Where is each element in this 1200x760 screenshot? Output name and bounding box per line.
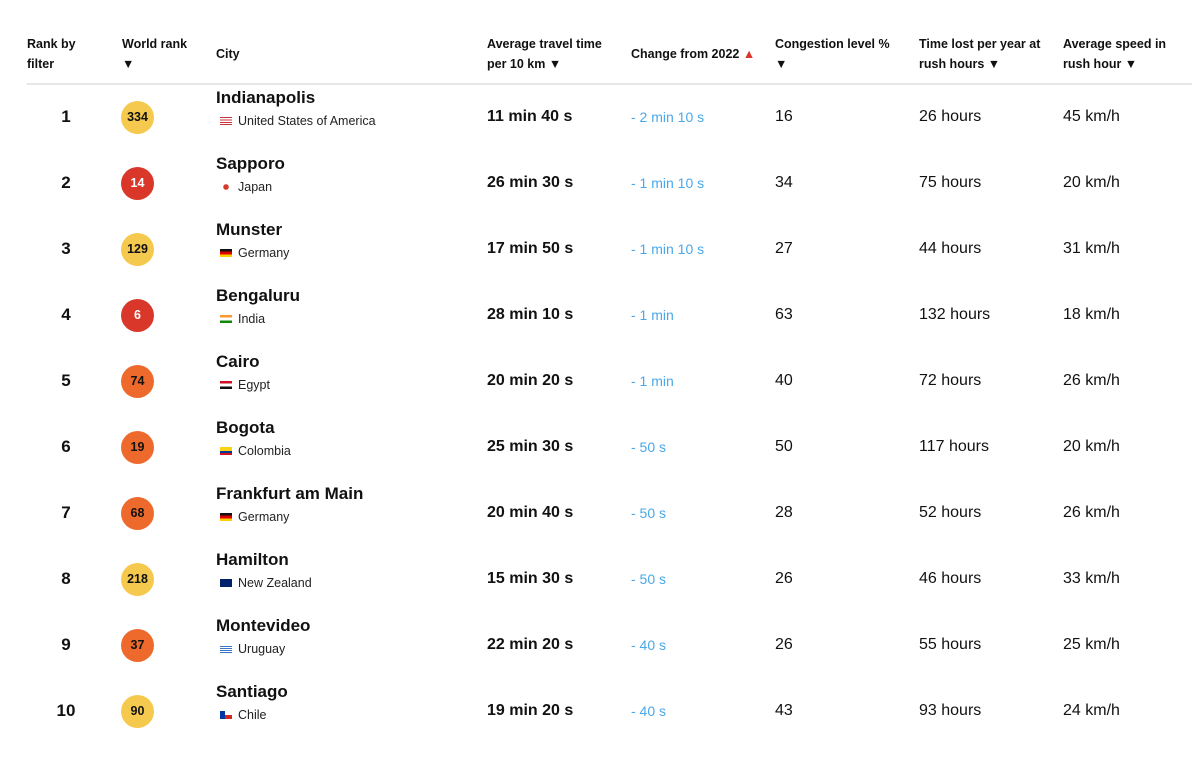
travel-time: 11 min 40 s — [487, 108, 573, 125]
time-lost: 46 hours — [919, 570, 982, 587]
world-rank-badge: 6 — [121, 299, 154, 332]
change-from-2022: - 1 min 10 s — [631, 175, 705, 191]
travel-time: 28 min 10 s — [487, 306, 574, 323]
uruguay-flag-icon — [220, 645, 232, 653]
header-city[interactable]: City — [216, 47, 240, 61]
average-speed: 45 km/h — [1063, 108, 1120, 125]
header-text: Average travel time — [487, 37, 602, 51]
change-from-2022: - 50 s — [631, 505, 667, 521]
country — [220, 180, 272, 194]
rank-by-filter: 5 — [61, 371, 71, 390]
time-lost: 93 hours — [919, 702, 982, 719]
header-speed[interactable] — [1063, 34, 1166, 74]
table-row[interactable] — [0, 286, 1200, 364]
city-name[interactable]: Sapporo — [216, 154, 285, 173]
table-row[interactable] — [0, 550, 1200, 628]
japan-flag-icon — [220, 183, 232, 191]
table-row[interactable] — [0, 220, 1200, 298]
change-from-2022: - 2 min 10 s — [631, 109, 705, 125]
country — [220, 312, 265, 326]
table-row[interactable] — [0, 352, 1200, 430]
header-travel-time[interactable] — [487, 34, 602, 74]
header-rank-by-filter[interactable] — [27, 34, 76, 74]
india-flag-icon — [220, 315, 232, 323]
country — [220, 114, 376, 128]
travel-time: 20 min 20 s — [487, 372, 574, 389]
time-lost: 52 hours — [919, 504, 982, 521]
table-header — [0, 34, 1200, 84]
change-from-2022: - 50 s — [631, 439, 667, 455]
travel-time: 22 min 20 s — [487, 636, 574, 653]
country — [220, 576, 312, 590]
rank-by-filter: 2 — [61, 173, 71, 192]
city-name[interactable]: Indianapolis — [216, 88, 316, 107]
average-speed: 18 km/h — [1063, 306, 1120, 323]
time-lost: 117 hours — [919, 438, 989, 455]
country — [220, 444, 291, 458]
city-name[interactable]: Cairo — [216, 352, 260, 371]
table-row[interactable] — [0, 88, 1200, 166]
world-rank-badge: 37 — [121, 629, 154, 662]
germany-flag-icon — [220, 513, 232, 521]
header-text: filter — [27, 57, 55, 71]
country — [220, 246, 289, 260]
average-speed: 20 km/h — [1063, 438, 1120, 455]
change-from-2022: - 1 min — [631, 373, 674, 389]
header-text: Rank by — [27, 37, 76, 51]
change-from-2022: - 40 s — [631, 703, 667, 719]
city-name[interactable]: Montevideo — [216, 616, 311, 635]
world-rank-badge: 334 — [121, 101, 154, 134]
city-name[interactable]: Munster — [216, 220, 283, 239]
table-row[interactable] — [0, 682, 1200, 760]
city-name[interactable]: Frankfurt am Main — [216, 484, 364, 503]
congestion-level: 26 — [775, 570, 793, 587]
colombia-flag-icon — [220, 447, 232, 455]
rank-by-filter: 6 — [61, 437, 71, 456]
world-rank-badge: 14 — [121, 167, 154, 200]
world-rank-badge: 90 — [121, 695, 154, 728]
header-world-rank[interactable] — [122, 34, 187, 74]
rank-by-filter: 1 — [61, 107, 71, 126]
time-lost: 72 hours — [919, 372, 982, 389]
travel-time: 25 min 30 s — [487, 438, 574, 455]
city-name[interactable]: Santiago — [216, 682, 288, 701]
country-name: Chile — [238, 708, 267, 722]
header-divider — [27, 83, 1192, 85]
time-lost: 26 hours — [919, 108, 982, 125]
congestion-level: 16 — [775, 108, 793, 125]
header-text: World rank — [122, 37, 188, 51]
time-lost: 55 hours — [919, 636, 982, 653]
world-rank-badge: 74 — [121, 365, 154, 398]
change-from-2022: - 50 s — [631, 571, 667, 587]
usa-flag-icon — [220, 117, 232, 125]
rank-by-filter: 8 — [61, 569, 71, 588]
congestion-level: 27 — [775, 240, 793, 257]
header-text: Average speed in — [1063, 37, 1167, 51]
chile-flag-icon — [220, 711, 232, 719]
time-lost: 132 hours — [919, 306, 991, 323]
header-text: rush hours ▼ — [919, 57, 1001, 71]
sort-down-icon: ▼ — [122, 57, 135, 71]
time-lost: 44 hours — [919, 240, 982, 257]
rank-by-filter: 9 — [61, 635, 71, 654]
germany-flag-icon — [220, 249, 232, 257]
city-name[interactable]: Bengaluru — [216, 286, 301, 305]
world-rank-badge: 19 — [121, 431, 154, 464]
world-rank-badge: 68 — [121, 497, 154, 530]
country-name: Colombia — [238, 444, 291, 458]
sort-up-icon: ▲ — [742, 47, 756, 61]
country-name: Japan — [238, 180, 273, 194]
change-from-2022: - 40 s — [631, 637, 667, 653]
country-name: Germany — [238, 510, 290, 524]
average-speed: 26 km/h — [1063, 372, 1120, 389]
travel-time: 17 min 50 s — [487, 240, 574, 257]
country-name: Egypt — [238, 378, 270, 392]
egypt-flag-icon — [220, 381, 232, 389]
header-congestion[interactable] — [775, 34, 890, 74]
header-time-lost[interactable] — [919, 34, 1040, 74]
header-text: per 10 km ▼ — [487, 57, 562, 71]
average-speed: 31 km/h — [1063, 240, 1120, 257]
header-text: Congestion level % — [775, 37, 890, 51]
table-row[interactable] — [0, 418, 1200, 496]
country-name: India — [238, 312, 266, 326]
world-rank-badge: 218 — [121, 563, 154, 596]
average-speed: 33 km/h — [1063, 570, 1120, 587]
change-from-2022: - 1 min — [631, 307, 674, 323]
congestion-level: 63 — [775, 306, 793, 323]
average-speed: 25 km/h — [1063, 636, 1120, 653]
time-lost: 75 hours — [919, 174, 982, 191]
world-rank-badge: 129 — [121, 233, 154, 266]
country — [220, 510, 289, 524]
table-row[interactable] — [0, 616, 1200, 694]
change-from-2022: - 1 min 10 s — [631, 241, 705, 257]
travel-time: 19 min 20 s — [487, 702, 574, 719]
header-change[interactable] — [631, 44, 755, 64]
rank-by-filter: 4 — [61, 305, 71, 324]
average-speed: 20 km/h — [1063, 174, 1120, 191]
table-row[interactable] — [0, 154, 1200, 232]
travel-time: 26 min 30 s — [487, 174, 574, 191]
rank-by-filter: 10 — [56, 701, 76, 720]
country — [220, 708, 267, 722]
city-name[interactable]: Hamilton — [216, 550, 289, 569]
congestion-level: 40 — [775, 372, 793, 389]
country — [220, 642, 285, 656]
header-text: Time lost per year at — [919, 37, 1041, 51]
country — [220, 378, 270, 392]
country-name: Germany — [238, 246, 290, 260]
average-speed: 26 km/h — [1063, 504, 1120, 521]
nz-flag-icon — [220, 579, 232, 587]
congestion-level: 34 — [775, 174, 793, 191]
country-name: United States of America — [238, 114, 376, 128]
congestion-level: 50 — [775, 438, 793, 455]
rank-by-filter: 7 — [61, 503, 71, 522]
rank-by-filter: 3 — [61, 239, 71, 258]
average-speed: 24 km/h — [1063, 702, 1120, 719]
country-name: Uruguay — [238, 642, 286, 656]
city-name[interactable]: Bogota — [216, 418, 275, 437]
travel-time: 15 min 30 s — [487, 570, 574, 587]
congestion-level: 43 — [775, 702, 793, 719]
header-text: rush hour ▼ — [1063, 57, 1138, 71]
congestion-level: 26 — [775, 636, 793, 653]
travel-time: 20 min 40 s — [487, 504, 574, 521]
header-text: Change from 2022 — [631, 47, 740, 61]
sort-down-icon: ▼ — [775, 57, 788, 71]
table-row[interactable] — [0, 484, 1200, 562]
country-name: New Zealand — [238, 576, 312, 590]
congestion-level: 28 — [775, 504, 793, 521]
